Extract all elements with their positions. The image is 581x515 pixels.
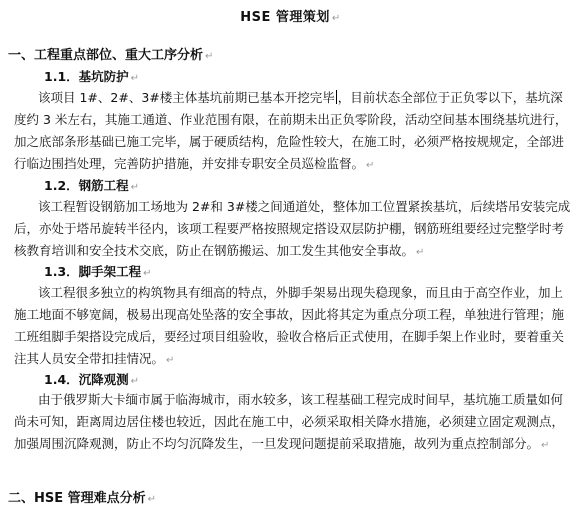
paragraph-text: 该工程很多独立的构筑物具有细高的特点，外脚手架易出现失稳现象，而且由于高空作业，加上施工地面不够宽阔，极易出现高处坠落的安全事故，因此将其定为重点分项工程，单独进行管理；施工班组脚手架搭设完成后，要经过项目组验收，验收合格后正式使用，在脚手架上作业时，要着重关注其人员安全带扣挂情况。 (14, 285, 565, 366)
paragraph-1-2 (14, 196, 574, 264)
paragraph-text: ，目前状态全部位于正负零以下，基坑深度约 3 米左右，其施工通道、作业范围有限，在前期未出正负零阶段，活动空间基本围绕基坑进行，加之底部条形基础已施工完毕，属于硬质结构，危险性较大，在施工时，必须严格按规规定，全部进行临边围挡处理，完善防护措施，并安排专职安全员巡检监督。 (14, 90, 568, 171)
paragraph-1-4 (14, 389, 574, 457)
subsection-heading-text: 1.4．沉降观测 (44, 372, 129, 387)
paragraph-mark-icon: ↵ (541, 440, 550, 451)
paragraph-mark-icon: ↵ (366, 160, 375, 171)
document-title-text: HSE 管理策划 (240, 10, 330, 25)
subsection-heading-1-2 (44, 176, 139, 194)
paragraph-mark-icon: ↵ (205, 51, 214, 62)
paragraph-mark-icon: ↵ (416, 247, 425, 258)
subsection-heading-1-3 (44, 262, 152, 280)
subsection-heading-text: 1.2．钢筋工程 (44, 178, 129, 193)
paragraph-text: 该工程暂设钢筋加工场地为 2#和 3#楼之间通道处，整体加工位置紧挨基坑，后续塔吊安装完成后，亦处于塔吊旋转半径内，该项工程要严格按照规定搭设双层防护棚，钢筋班组要经过完整学时考核教育培训和安全技术交底，防止在钢筋搬运、加工发生其他安全事故。 (14, 199, 571, 258)
paragraph-mark-icon: ↵ (143, 268, 152, 279)
paragraph-mark-icon: ↵ (166, 355, 175, 366)
section-heading-text: 一、工程重点部位、重大工序分析 (8, 48, 204, 63)
paragraph-mark-icon: ↵ (331, 13, 341, 24)
text-cursor (336, 90, 337, 104)
subsection-heading-1-4 (44, 370, 139, 388)
paragraph-mark-icon: ↵ (130, 182, 140, 193)
paragraph-1-3 (14, 282, 574, 372)
subsection-heading-text: 1.3．脚手架工程 (44, 264, 142, 279)
paragraph-mark-icon: ↵ (130, 73, 140, 84)
paragraph-mark-icon: ↵ (130, 376, 140, 387)
subsection-heading-1-1 (44, 67, 139, 85)
paragraph-text: 由于俄罗斯大卡缅市属于临海城市，雨水较多，该工程基础工程完成时间早，基坑施工质量如何尚未可知，距离周边居住楼也较近，因此在施工中，必须采取相关降水措施，必须建立固定观测点，加强周围沉降观测，防止不均匀沉降发生，一旦发现问题提前采取措施，故列为重点控制部分。 (14, 392, 565, 451)
subsection-heading-text: 1.1．基坑防护 (44, 69, 129, 84)
document-title (0, 6, 581, 25)
section-heading-1 (8, 44, 213, 63)
section-heading-2 (8, 487, 156, 506)
paragraph-1-1 (14, 87, 574, 177)
paragraph-mark-icon: ↵ (147, 494, 157, 505)
paragraph-text: 该项目 1#、2#、3#楼主体基坑前期已基本开挖完毕 (38, 90, 335, 105)
section-heading-text: 二、HSE 管理难点分析 (8, 491, 146, 506)
